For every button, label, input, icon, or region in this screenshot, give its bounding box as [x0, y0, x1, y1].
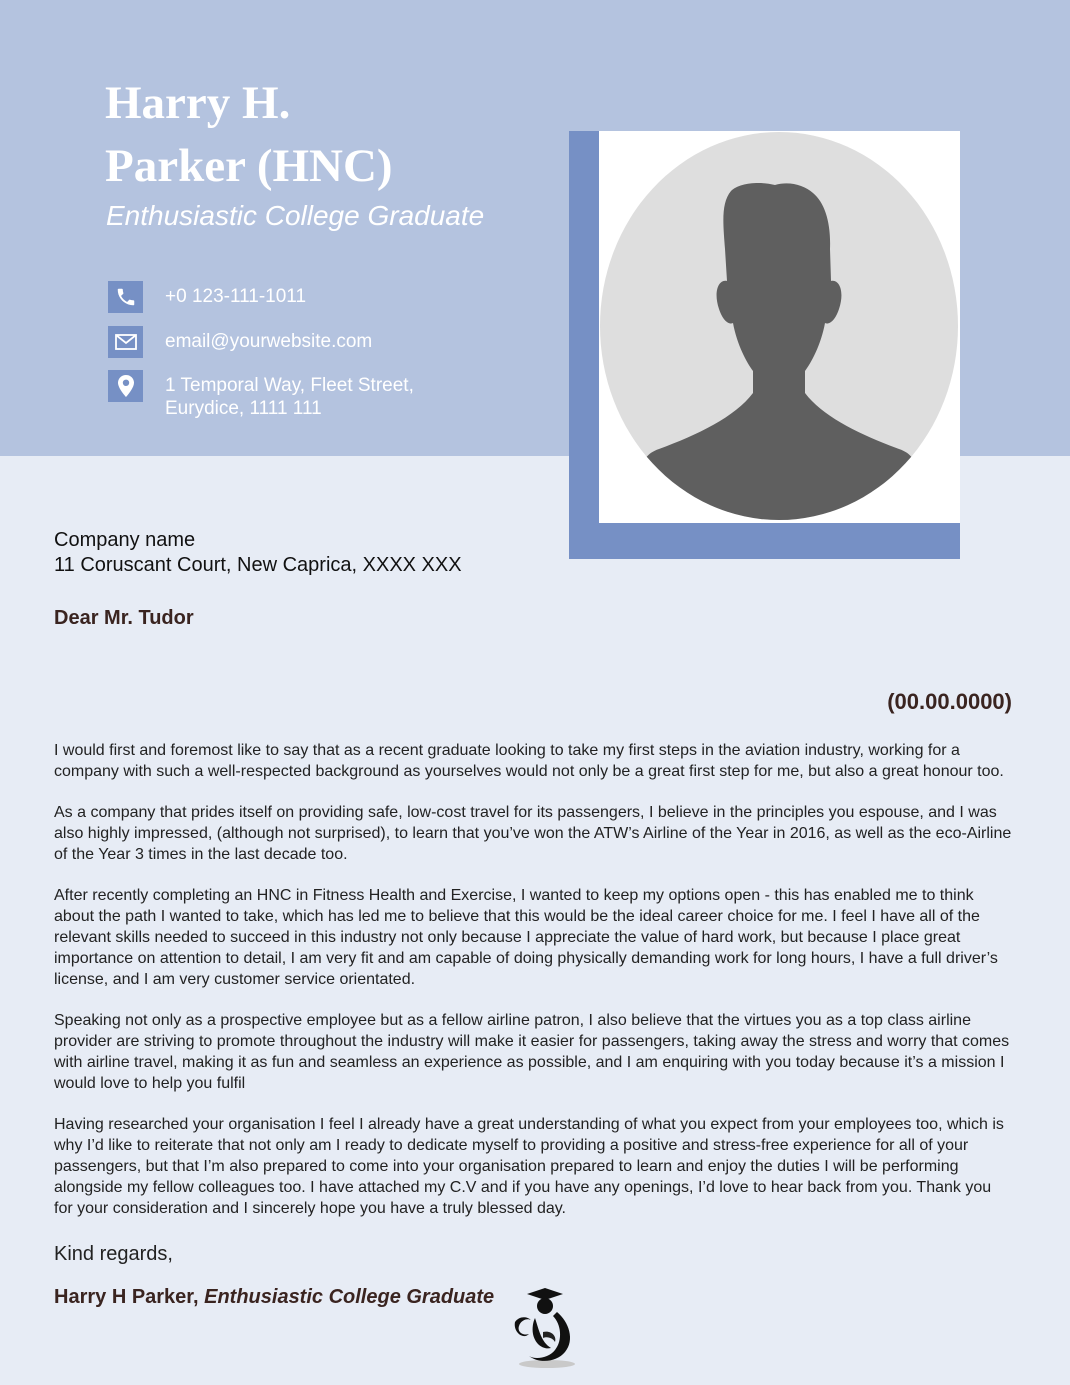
phone-icon: [108, 281, 143, 313]
company-address: 11 Coruscant Court, New Caprica, XXXX XXX: [54, 554, 462, 576]
candidate-name-line2: Parker (HNC): [105, 140, 393, 192]
body-paragraph: Speaking not only as a prospective employee but as a fellow airline patron, I also believe that the virtues you as a top class airline provider are striving to promote throughout the industry will make it easier for passengers, taking away the stress and worry that comes with airline travel, making it as fun and seamless an experience as possible, and I am enquiring with you today because it’s a mission I would love to help you fulfil: [54, 1012, 1010, 1092]
location-pin-icon: [108, 370, 143, 402]
signoff-role: Enthusiastic College Graduate: [204, 1286, 495, 1308]
graduate-logo-icon: [505, 1288, 585, 1370]
envelope-icon: [108, 326, 143, 358]
postal-address: [165, 374, 414, 420]
body-paragraph: Having researched your organisation I feel I already have a great understanding of what you expect from your employees too, which is why I’d like to reiterate that not only am I ready to dedicate myself to providing a positive and stress-free experience for all of your passengers, but that I’m also prepared to come into your organisation prepared to learn and enjoy the duties I will be performing alongside my fellow colleagues too. I have attached my C.V and if you have any openings, I’d love to hear back from you. Thank you for your consideration and I sincerely hope you have a truly blessed day.: [54, 1116, 1004, 1217]
email-address[interactable]: email@yourwebsite.com: [165, 331, 373, 352]
recipient-block: [54, 528, 462, 578]
closing: Kind regards,: [54, 1243, 173, 1265]
body-paragraph: I would first and foremost like to say that as a recent graduate looking to take my first steps in the aviation industry, working for a company with such a well-respected background as yourselves would not only be a great first step for me, but also a great honour too.: [54, 742, 1004, 780]
body-paragraph: As a company that prides itself on providing safe, low-cost travel for its passengers, I believe in the principles you espouse, and I was also highly impressed, (although not surprised), to learn that you’ve won the ATW’s Airline of the Year in 2016, as well as the eco-Airline of the Year 3 times in the last decade too.: [54, 804, 1012, 863]
candidate-name-line1: Harry H.: [105, 77, 291, 129]
signoff: [54, 1286, 494, 1309]
salutation: Dear Mr. Tudor: [54, 607, 194, 629]
person-silhouette-icon: [599, 131, 960, 523]
phone-number[interactable]: +0 123-111-1011: [165, 286, 307, 307]
company-name: Company name: [54, 529, 196, 551]
signoff-name: Harry H Parker,: [54, 1286, 199, 1308]
letter-body: [54, 740, 1014, 1239]
profile-photo: [599, 131, 960, 523]
job-title: Enthusiastic College Graduate: [106, 200, 485, 231]
body-paragraph: After recently completing an HNC in Fitness Health and Exercise, I wanted to keep my options open - this has enabled me to think about the path I wanted to take, which has led me to believe that this would be the ideal career choice for me. I feel I have all of the relevant skills needed to succeed in this industry not only because I appreciate the value of hard work, but because I place great importance on attention to detail, I am very fit and am capable of doing physically demanding work for long hours, I have a full driver’s license, and I am very customer service orientated.: [54, 887, 998, 988]
address-line2: Eurydice, 1111 111: [165, 398, 322, 419]
candidate-name: [105, 72, 565, 198]
address-line1: 1 Temporal Way, Fleet Street,: [165, 375, 414, 396]
letter-date: (00.00.0000): [887, 689, 1012, 714]
